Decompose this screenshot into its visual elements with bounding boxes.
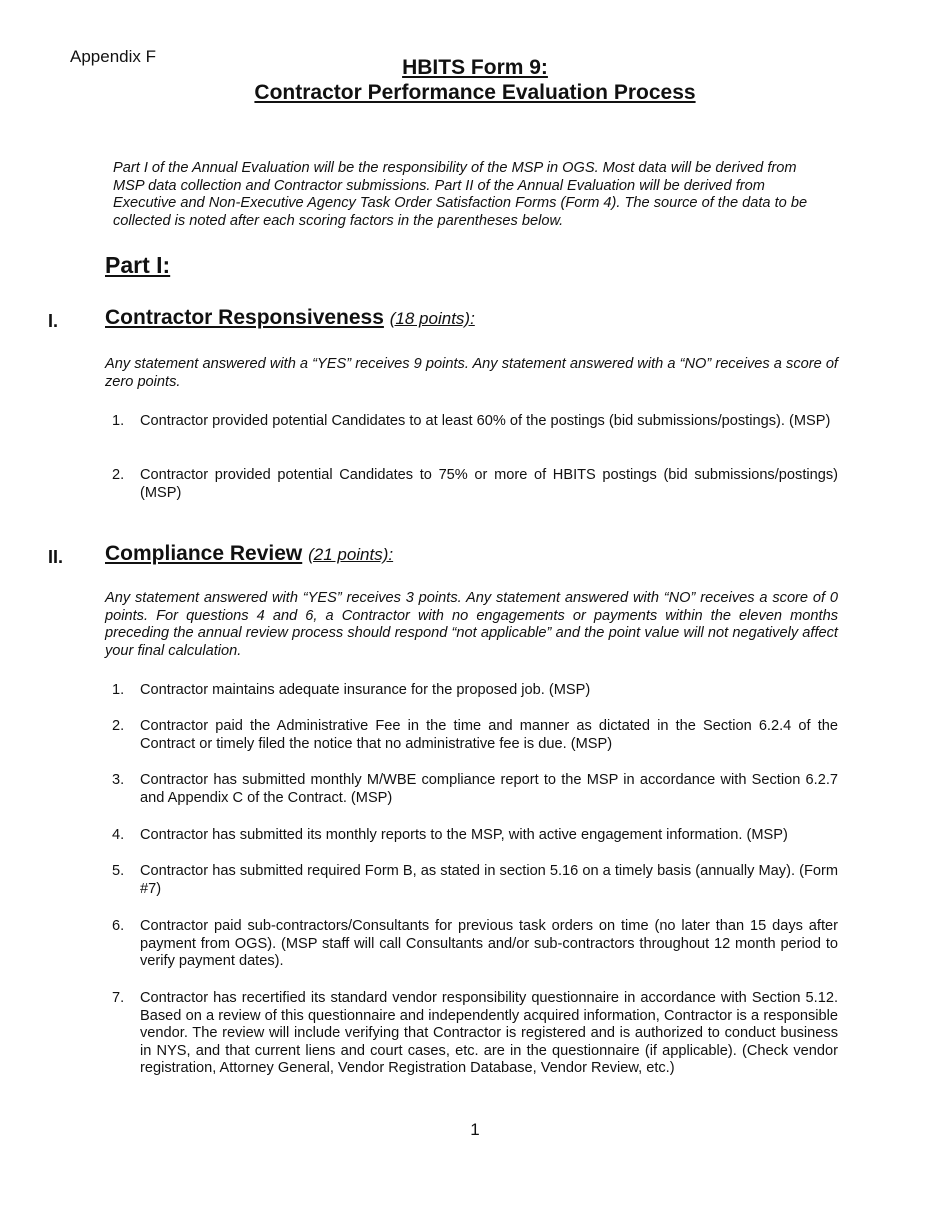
list-item-text: Contractor has submitted required Form B, as stated in section 5.16 on a timely basis (annually May). (Form #7) (140, 863, 838, 897)
list-item (105, 413, 838, 431)
list-item-text: Contractor maintains adequate insurance for the proposed job. (MSP) (140, 682, 591, 698)
list-item-text: Contractor paid the Administrative Fee in the time and manner as dictated in the Section 6.2.4 of the Contract or timely filed the notice that no administrative fee is due. (MSP) (140, 718, 838, 752)
list-item (105, 467, 838, 502)
list-item-text: Contractor provided potential Candidates to at least 60% of the postings (bid submissions/postings). (MSP) (140, 413, 831, 429)
section-1-numeral: I. (48, 311, 59, 331)
part-heading: Part I: (105, 252, 171, 278)
list-item (105, 827, 838, 845)
list-item-number: 5. (112, 863, 125, 879)
list-item-number: 6. (112, 918, 125, 934)
section-2-points: (21 points): (308, 545, 394, 564)
section-2-note: Any statement answered with “YES” receives 3 points. Any statement answered with “NO” receives a score of 0 points. For questions 4 and 6, a Contractor with no engagements or payments within the eleven months preceding the annual review process should respond “not applicable” and the point value will not negatively affect your final calculation. (105, 590, 838, 659)
list-item-text: Contractor provided potential Candidates to 75% or more of HBITS postings (bid submissions/postings) (MSP) (140, 467, 838, 501)
list-item (105, 718, 838, 753)
section-2-title: Compliance Review (105, 542, 303, 565)
list-item-number: 2. (112, 467, 125, 483)
list-item-number: 3. (112, 772, 125, 788)
section-2-numeral: II. (48, 547, 64, 567)
list-item-number: 1. (112, 682, 125, 698)
list-item-number: 7. (112, 990, 125, 1006)
section-2-heading (105, 542, 393, 566)
appendix-label: Appendix F (70, 47, 156, 66)
section-1-heading (105, 306, 475, 330)
list-item-text: Contractor has recertified its standard vendor responsibility questionnaire in accordance with Section 5.12. Based on a review of this questionnaire and independently acquired information, Contractor is a responsible vendor. The review will include verifying that Contractor is registered and is authorized to conduct business in NYS, and that current liens and court cases, etc. are in the questionnaire (if applicable). (Check vendor registration, Attorney General, Vendor Registration Database, Vendor Review, etc.) (140, 990, 838, 1077)
form-title: HBITS Form 9: (402, 56, 548, 79)
list-item (105, 863, 838, 898)
list-item (105, 682, 838, 700)
page-number: 1 (470, 1120, 480, 1139)
section-1-note: Any statement answered with a “YES” receives 9 points. Any statement answered with a “NO” receives a score of zero points. (105, 356, 838, 390)
list-item (105, 918, 838, 971)
section-1-title: Contractor Responsiveness (105, 306, 384, 329)
list-item-number: 1. (112, 413, 125, 429)
section-1-points: (18 points): (389, 309, 475, 328)
intro-paragraph: Part I of the Annual Evaluation will be the responsibility of the MSP in OGS. Most data will be derived from MSP data collection and Contractor submissions. Part II of the Annual Evaluation will be derived from Executive and Non-Executive Agency Task Order Satisfaction Forms (Form 4). The source of the data to be collected is noted after each scoring factors in the parentheses below. (113, 160, 808, 229)
list-item-number: 2. (112, 718, 125, 734)
list-item-number: 4. (112, 827, 125, 843)
form-subtitle: Contractor Performance Evaluation Process (254, 81, 696, 104)
list-item (105, 990, 838, 1078)
list-item (105, 772, 838, 807)
list-item-text: Contractor paid sub-contractors/Consultants for previous task orders on time (no later than 15 days after payment from OGS). (MSP staff will call Consultants and/or sub-contractors throughout 12 month period to verify payment dates). (140, 918, 838, 970)
list-item-text: Contractor has submitted its monthly reports to the MSP, with active engagement information. (MSP) (140, 827, 788, 843)
list-item-text: Contractor has submitted monthly M/WBE compliance report to the MSP in accordance with Section 6.2.7 and Appendix C of the Contract. (MSP) (140, 772, 838, 806)
